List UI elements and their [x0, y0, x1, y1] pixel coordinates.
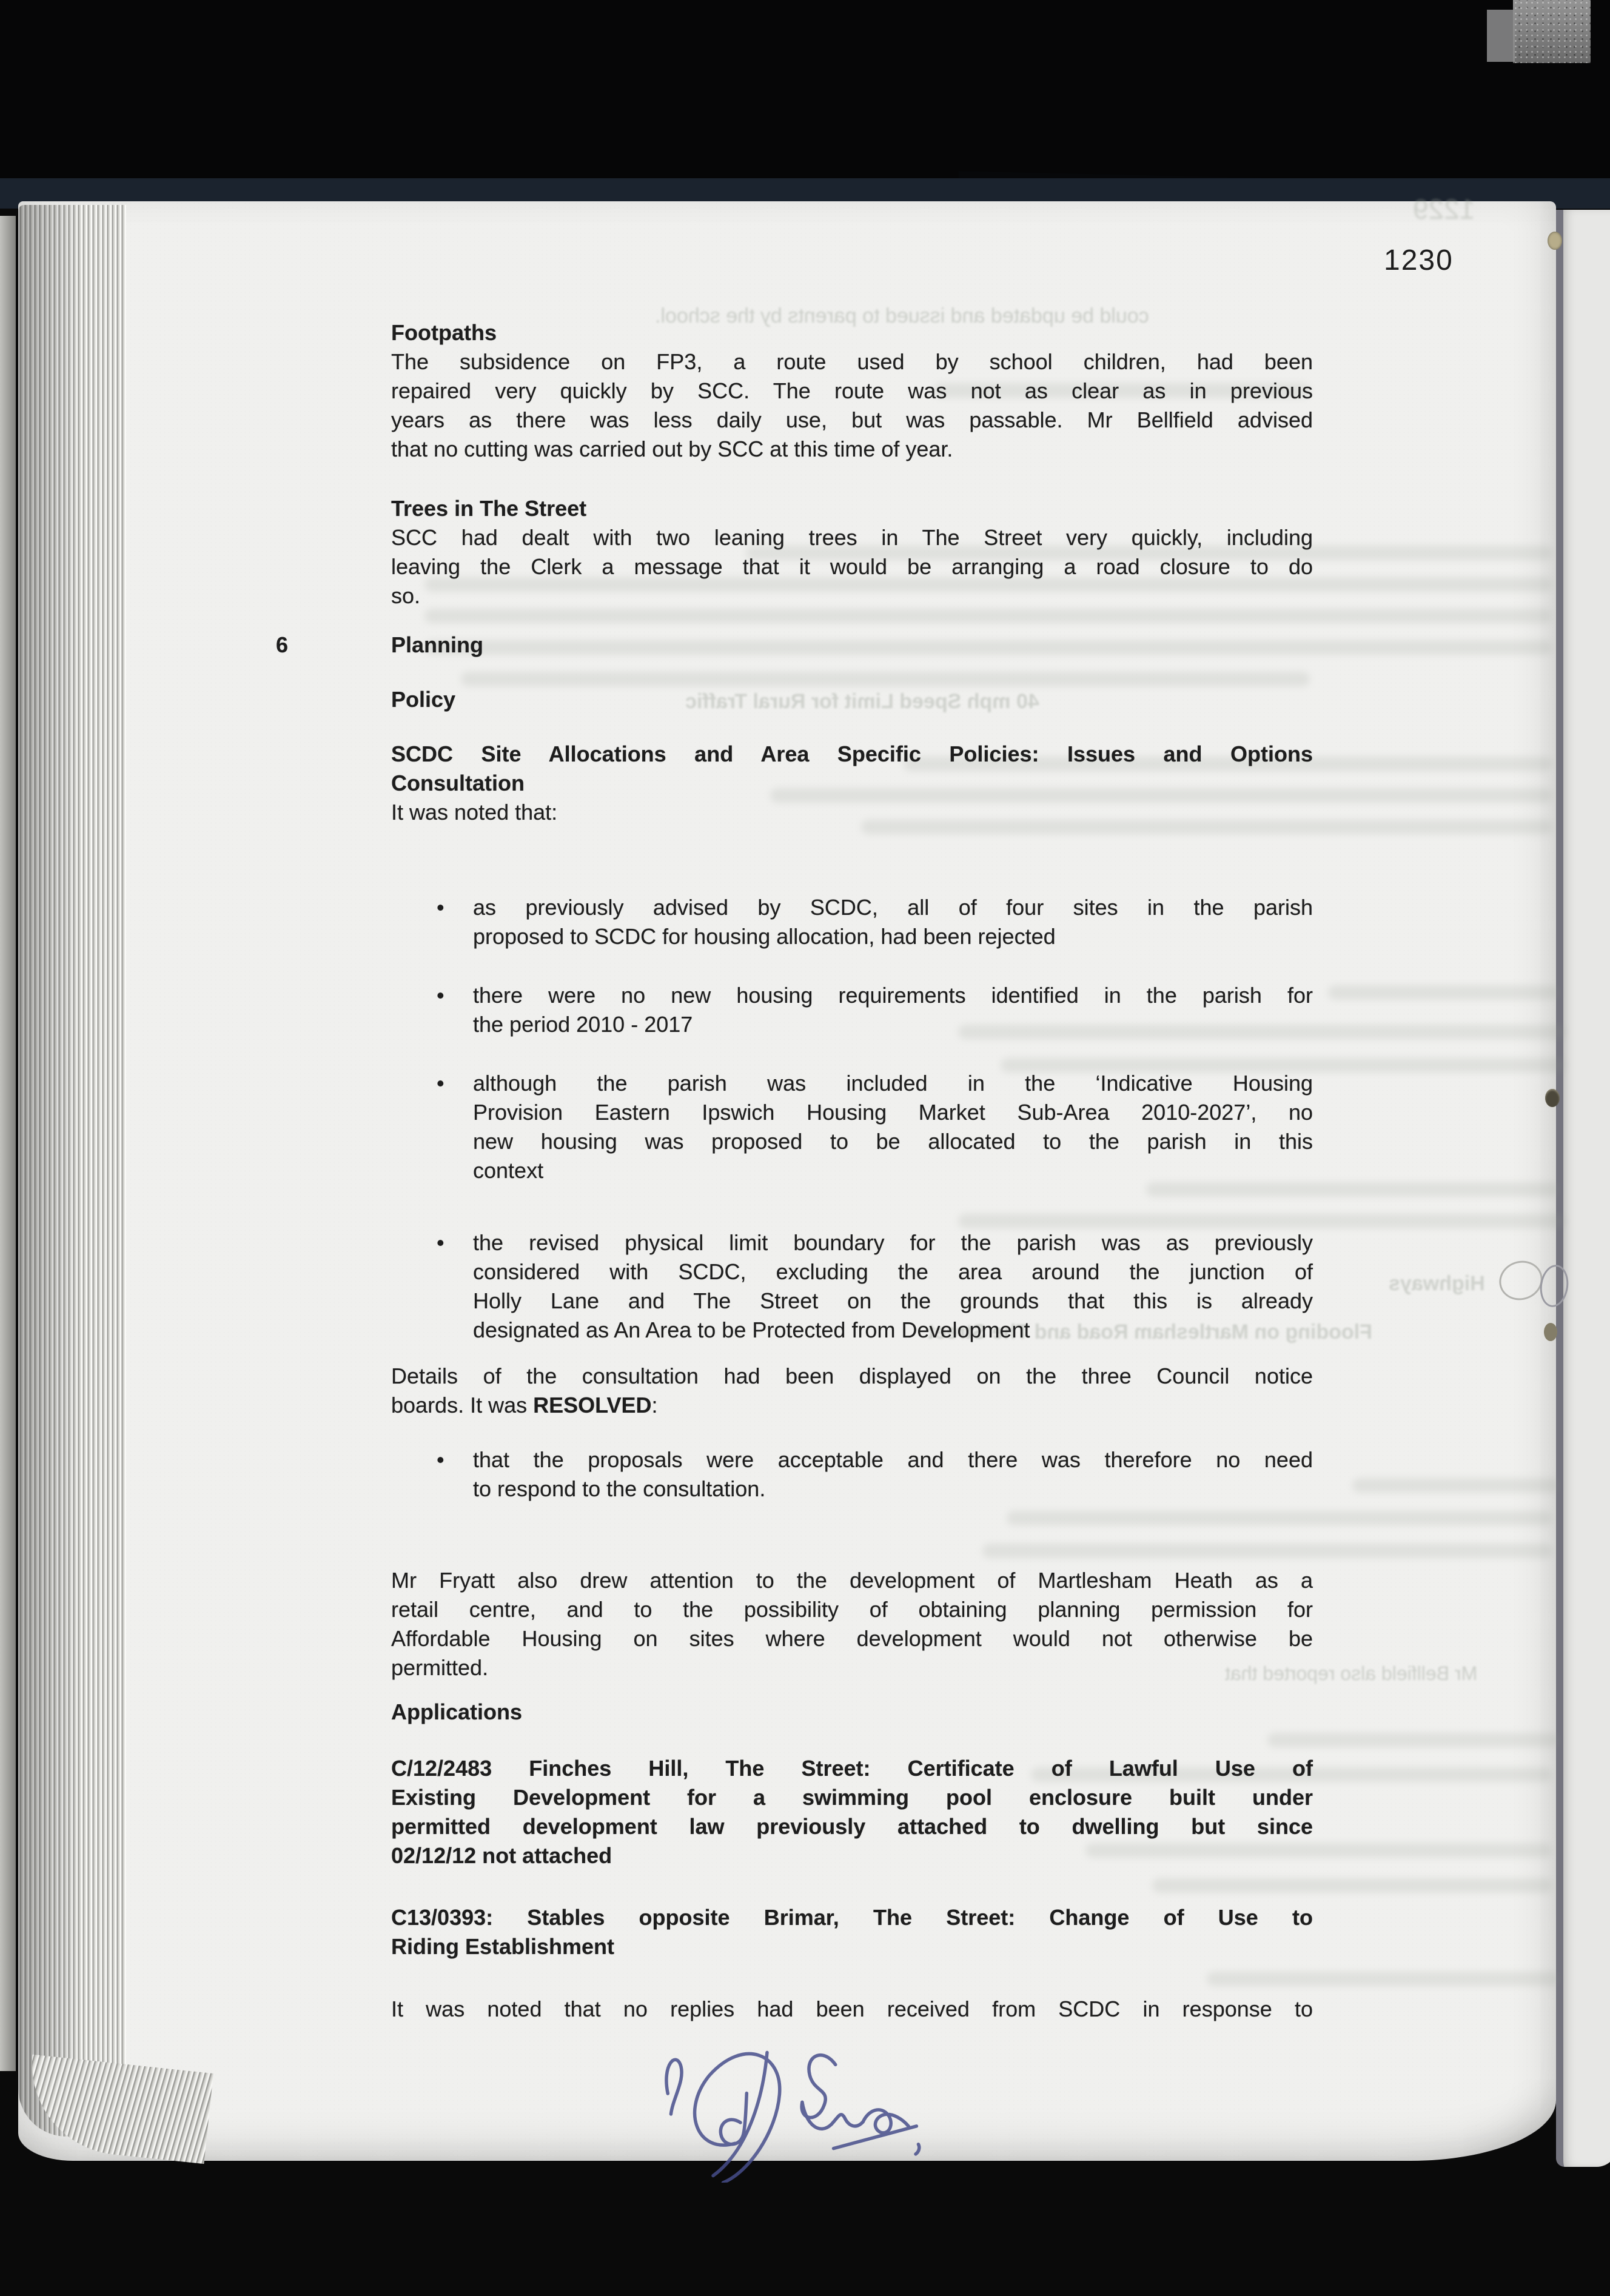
bullet-line: there were no new housing requirements identified in the parish for: [473, 983, 1313, 1008]
list-item: [391, 893, 1313, 951]
paragraph-line: that no cutting was carried out by SCC at this time of year.: [391, 437, 953, 461]
bullet-line: the period 2010 - 2017: [473, 1012, 693, 1037]
application-line: Riding Establishment: [391, 1934, 615, 1959]
signature-stroke: [802, 2100, 864, 2129]
ghost-text-line: Mr Bellfield also reported that: [1225, 1662, 1478, 1684]
bullet-text: [473, 1228, 1313, 1345]
application-entry-2: [391, 1903, 1313, 1961]
resolved-word: RESOLVED: [533, 1393, 652, 1417]
list-item: [391, 981, 1313, 1039]
bullet-line: designated as An Area to be Protected from Development: [473, 1317, 1030, 1342]
bullet-icon: •: [437, 983, 444, 1008]
signature-stroke: [800, 2055, 837, 2118]
heading-line: SCDC Site Allocations and Area Specific Policies: Issues and Options: [391, 741, 1313, 766]
ghost-heading-flooding: Flooding on Martlesham Road and The Street: [928, 1320, 1372, 1344]
bullet-icon: •: [437, 1071, 444, 1096]
bullet-icon: •: [437, 1230, 444, 1255]
consultation-bullet-list: [391, 893, 1313, 1345]
details-paragraph: [391, 1362, 1313, 1420]
planning-heading: Planning: [391, 632, 483, 657]
paragraph-line: permitted.: [391, 1655, 489, 1680]
heading-line: Consultation: [391, 771, 525, 795]
ghost-heading-speed-limit: 40 mph Speed Limit for Rural Traffic: [685, 690, 1039, 713]
application-line: Existing Development for a swimming pool enclosure built under: [391, 1785, 1313, 1810]
footpaths-paragraph: [391, 347, 1313, 464]
scdc-consultation-heading: [391, 740, 1313, 798]
paragraph-line: leaving the Clerk a message that it would be arranging a road closure to do: [391, 554, 1313, 579]
bullet-line: considered with SCDC, excluding the area around the junction of: [473, 1259, 1313, 1284]
binding-stitch-icon: [1544, 1323, 1557, 1341]
bullet-line: although the parish was included in the ‘Indicative Housing: [473, 1071, 1313, 1096]
handwritten-signature: [640, 2024, 942, 2186]
signature-stroke: [693, 2053, 783, 2184]
application-line: C/12/2483 Finches Hill, The Street: Certificate of Lawful Use of: [391, 1756, 1313, 1781]
signature-stroke: [719, 2094, 748, 2145]
paragraph-line: retail centre, and to the possibility of obtaining planning permission for: [391, 1597, 1313, 1622]
ghost-prev-page-number: 1229: [1413, 193, 1475, 225]
bullet-text: [473, 981, 1313, 1039]
paragraph-line: years as there was less daily use, but was passable. Mr Bellfield advised: [391, 407, 1313, 432]
bullet-icon: •: [437, 895, 444, 920]
fryatt-paragraph: [391, 1566, 1313, 1682]
trees-heading: Trees in The Street: [391, 496, 587, 521]
trees-paragraph: [391, 523, 1313, 611]
paragraph-line: Mr Fryatt also drew attention to the development of Martlesham Heath as a: [391, 1568, 1313, 1593]
paragraph-line: repaired very quickly by SCC. The route was not as clear as in previous: [391, 378, 1313, 403]
application-line: C13/0393: Stables opposite Brimar, The Street: Change of Use to: [391, 1905, 1313, 1930]
application-line: 02/12/12 not attached: [391, 1843, 612, 1868]
planning-heading-row: [276, 631, 1313, 660]
footpaths-heading: Footpaths: [391, 320, 497, 345]
bullet-icon: •: [437, 1447, 444, 1472]
book-cover-left-edge: [0, 216, 16, 2071]
applications-heading: Applications: [391, 1699, 523, 1724]
bullet-line: as previously advised by SCDC, all of four sites in the parish: [473, 895, 1313, 920]
agenda-item-number: 6: [276, 632, 289, 657]
scan-artifact-gray-patch-small: [1487, 10, 1515, 62]
bullet-line: that the proposals were acceptable and there was therefore no need: [473, 1447, 1313, 1472]
minutes-text-column: [276, 318, 1313, 2024]
paragraph-line: SCC had dealt with two leaning trees in The Street very quickly, including: [391, 525, 1313, 550]
ghost-text-bar: [1352, 1478, 1558, 1493]
binding-stitch-icon: [1548, 232, 1562, 250]
bullet-line: to respond to the consultation.: [473, 1476, 766, 1501]
page-number: 1230: [1384, 244, 1454, 276]
policy-heading: Policy: [391, 687, 456, 712]
paragraph-line: Affordable Housing on sites where development would not otherwise be: [391, 1626, 1313, 1651]
application-entry-1: [391, 1754, 1313, 1870]
closing-line: It was noted that no replies had been received from SCDC in response to: [391, 1996, 1313, 2021]
bullet-line: context: [473, 1158, 544, 1183]
ghost-text-line: could be updated and issued to parents by the school.: [655, 304, 1149, 327]
resolution-list-item: [391, 1445, 1313, 1504]
list-item: [391, 1228, 1313, 1345]
bullet-line: new housing was proposed to be allocated to the parish in this: [473, 1129, 1313, 1154]
resolved-line-post: :: [651, 1393, 658, 1417]
page-stack-left-edges: [18, 205, 126, 2137]
bullet-line: Provision Eastern Ipswich Housing Market Sub-Area 2010-2027’, no: [473, 1100, 1313, 1125]
bullet-text: [473, 1069, 1313, 1185]
scan-artifact-gray-patch: [1513, 0, 1591, 63]
next-page-edge: [1556, 210, 1610, 2167]
paragraph-line: The subsidence on FP3, a route used by school children, had been: [391, 349, 1313, 374]
paragraph-line: so.: [391, 583, 421, 608]
application-line: permitted development law previously attached to dwelling but since: [391, 1814, 1313, 1839]
noted-intro-line: It was noted that:: [391, 800, 558, 825]
bullet-line: the revised physical limit boundary for the parish was as previously: [473, 1230, 1313, 1255]
paragraph-line: [391, 1391, 1313, 1420]
bullet-text: [473, 893, 1313, 951]
bullet-line: Holly Lane and The Street on the grounds that this is already: [473, 1288, 1313, 1313]
paragraph-line: Details of the consultation had been displayed on the three Council notice: [391, 1364, 1313, 1388]
binding-stitch-icon: [1545, 1089, 1560, 1107]
list-item: [391, 1069, 1313, 1185]
resolved-line-pre: boards. It was: [391, 1393, 534, 1417]
bullet-text: [473, 1445, 1313, 1504]
scanner-background-top: [0, 0, 1610, 182]
signature-stroke: [915, 2144, 919, 2154]
signature-stroke: [709, 2052, 771, 2175]
ghost-text-bar: [1328, 985, 1558, 1000]
ghost-heading-highways: Highways: [1389, 1272, 1485, 1295]
signature-stroke: [666, 2060, 683, 2114]
bullet-line: proposed to SCDC for housing allocation, had been rejected: [473, 924, 1056, 949]
